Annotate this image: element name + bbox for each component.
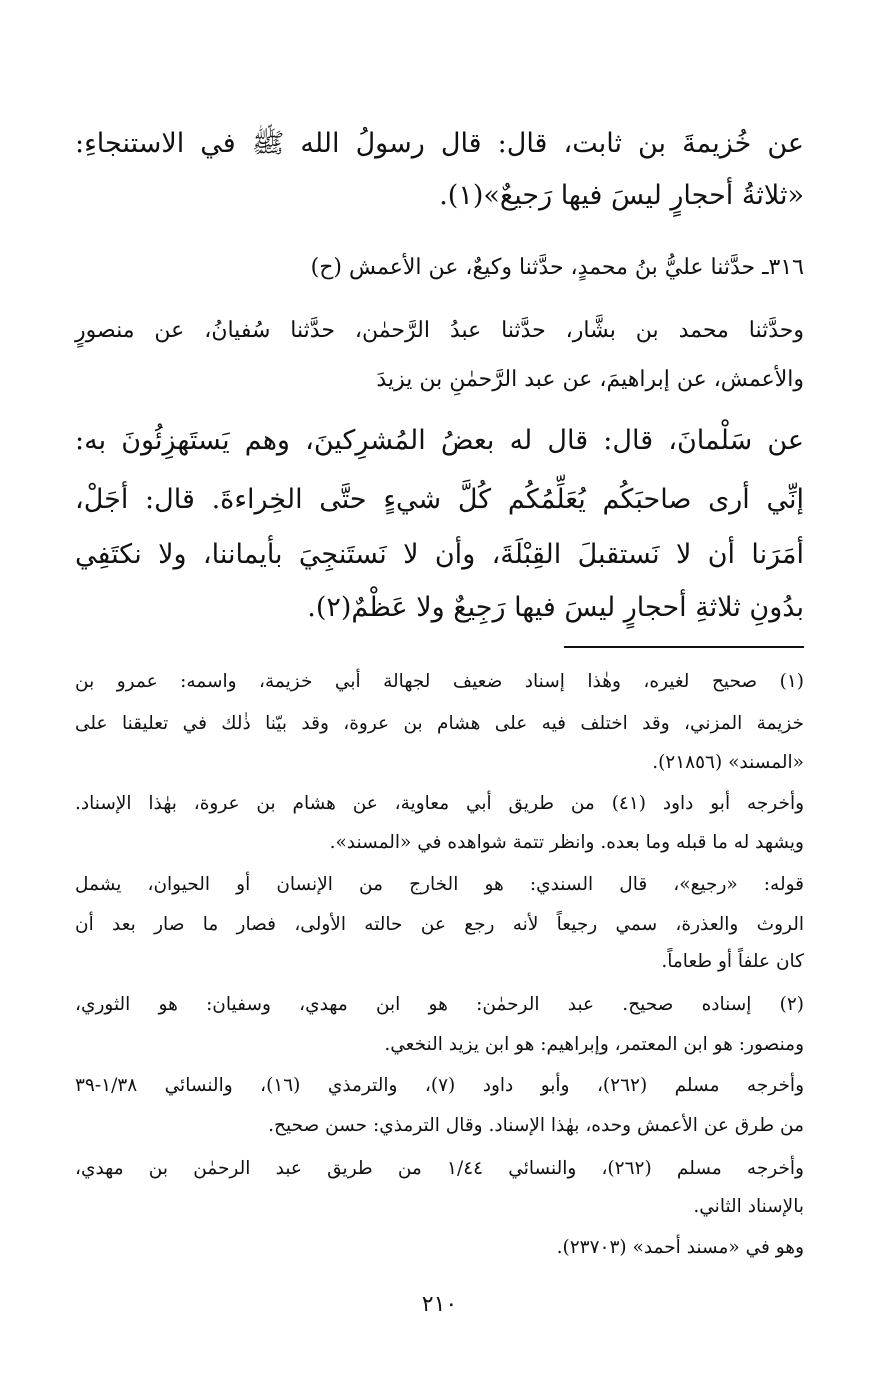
footnote-line: قوله: «رجيع»، قال السندي: هو الخارج من الإنسان أو الحيوان، يشمل xyxy=(75,874,804,895)
footnote-line: وهو في «مسند أحمد» (٢٣٧٠٣). xyxy=(556,1237,804,1258)
isnad-line: وحدَّثنا محمد بن بشَّار، حدَّثنا عبدُ الرَّحمٰن، حدَّثنا سُفيانُ، عن منصورٍ xyxy=(75,318,804,343)
footnote-line: كان علفاً أو طعاماً. xyxy=(661,951,804,972)
footnote-line: بالإسناد الثاني. xyxy=(693,1196,804,1217)
footnote-line: خزيمة المزني، وقد اختلف فيه على هشام بن عروة، وقد بيّنا ذٰلك في تعليقنا على xyxy=(75,713,804,734)
footnote-line: ومنصور: هو ابن المعتمر، وإبراهيم: هو ابن يزيد النخعي. xyxy=(384,1034,804,1055)
footnote-line: «المسند» (٢١٨٥٦). xyxy=(652,752,804,773)
footnote-line: (١) صحيح لغيره، وهٰذا إسناد ضعيف لجهالة أبي خزيمة، واسمه: عمرو بن xyxy=(75,671,804,692)
footnote-line: ويشهد له ما قبله وما بعده. وانظر تتمة شواهده في «المسند». xyxy=(329,832,804,853)
footnote-line: وأخرجه مسلم (٢٦٢)، والنسائي ١/٤٤ من طريق عبد الرحمٰن بن مهدي، xyxy=(75,1158,804,1179)
footnote-line: من طرق عن الأعمش وحده، بهٰذا الإسناد. وقال الترمذي: حسن صحيح. xyxy=(268,1115,804,1136)
footnote-divider xyxy=(564,646,804,648)
main-text-line: أمَرَنا أن لا نَستقبلَ القِبْلَةَ، وأن لا نَستَنجِيَ بأيماننا، ولا نكتَفِي xyxy=(75,539,804,570)
page-number: ٢١٠ xyxy=(421,1292,458,1317)
footnote-line: (٢) إسناده صحيح. عبد الرحمٰن: هو ابن مهدي، وسفيان: هو الثوري، xyxy=(75,994,804,1015)
main-text-line: بدُونِ ثلاثةِ أحجارٍ ليسَ فيها رَجِيعٌ ولا عَظْمٌ(٢). xyxy=(307,592,804,623)
footnote-line: الروث والعذرة، سمي رجيعاً لأنه رجع عن حالته الأولى، فصار ما صار بعد أن xyxy=(75,914,804,935)
isnad-line: ٣١٦ـ حدَّثنا عليُّ بنُ محمدٍ، حدَّثنا وكيعٌ، عن الأعمش (ح) xyxy=(310,255,804,280)
isnad-line: والأعمش، عن إبراهيمَ، عن عبد الرَّحمٰنِ بن يزيدَ xyxy=(376,367,804,392)
main-text-line: إنِّي أرى صاحبَكُم يُعَلِّمُكُم كُلَّ شيءٍ حتَّى الخِراءةَ. قال: أجَلْ، xyxy=(75,484,804,515)
main-text-line: عن خُزيمةَ بن ثابت، قال: قال رسولُ الله ﷺ في الاستنجاءِ: xyxy=(75,128,804,159)
footnote-line: وأخرجه مسلم (٢٦٢)، وأبو داود (٧)، والترمذي (١٦)، والنسائي ١/٣٨-٣٩ xyxy=(75,1075,804,1096)
footnote-line: وأخرجه أبو داود (٤١) من طريق أبي معاوية، عن هشام بن عروة، بهٰذا الإسناد. xyxy=(75,793,805,814)
main-text-line: عن سَلْمانَ، قال: قال له بعضُ المُشرِكينَ، وهم يَستَهزِئُونَ به: xyxy=(75,425,804,456)
main-text-line: «ثلاثةُ أحجارٍ ليسَ فيها رَجيعٌ»(١). xyxy=(439,180,804,211)
